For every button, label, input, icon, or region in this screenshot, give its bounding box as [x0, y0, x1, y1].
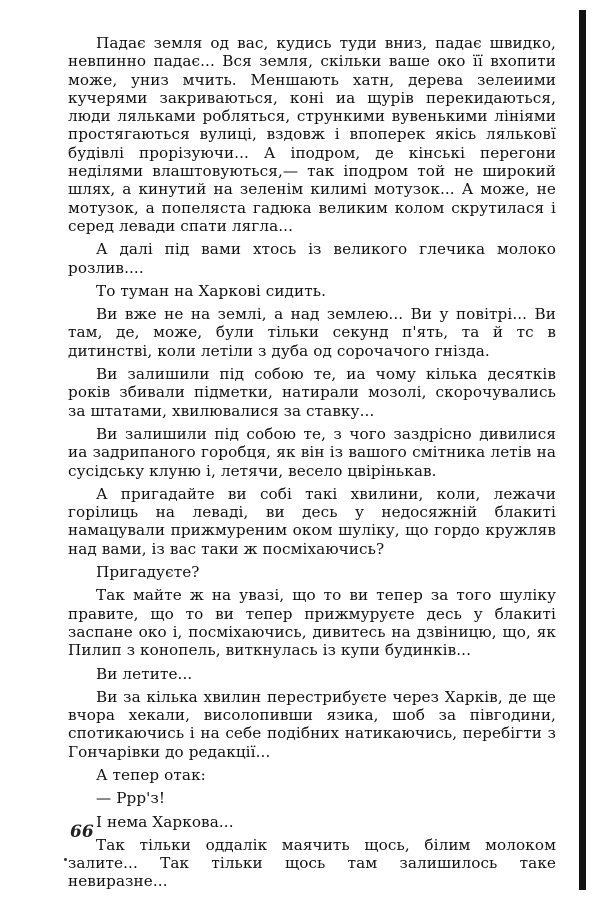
- paragraph: А пригадайте ви собі такі хвилини, коли, лежачи горілиць на леваді, ви десь у недосяжній блакиті намацували прижмуреним оком шуліку, що гордо кружляв над вами, із вас таки ж посміхаючись?: [68, 484, 556, 558]
- paragraph: І нема Харкова...: [96, 812, 234, 831]
- paragraph: Ви вже не на землі, а над землею... Ви у повітрі... Ви там, де, може, були тільки секунд п'ять, та й тс в дитинстві, коли летіли з дуба од сорочачого гнізда.: [68, 305, 556, 360]
- body-text: [68, 34, 556, 896]
- paragraph: Так майте ж на увазі, що то ви тепер за того шуліку правите, що то ви тепер прижмуруєте десь у блакиті заспане око і, посміхаючись, дивитесь на дзвіницю, що, як Пилип з конопель, виткнулась із купи будинків...: [68, 586, 556, 660]
- paragraph: Ви залишили під собою те, иа чому кілька десятків років збивали підметки, натирали мозолі, скорочувались за штатами, хвилювалися за ставку...: [68, 365, 556, 420]
- paragraph: Пригадуєте?: [96, 563, 200, 582]
- paragraph: Ви летите...: [96, 664, 193, 683]
- page-number: 66: [70, 822, 94, 842]
- paragraph: — Ррр'з!: [96, 789, 166, 808]
- paragraph: То туман на Харкові сидить.: [96, 281, 327, 300]
- print-speck: [64, 858, 67, 861]
- paragraph: А тепер отак:: [96, 765, 206, 784]
- paragraph: Ви за кілька хвилин перестрибуєте через Харків, де ще вчора хекали, висолопивши язика, шоб за півгодини, спотикаючись і на себе подібних натикаючись, перебігти з Гончарівки до редакції...: [68, 687, 556, 761]
- paragraph: Так тільки оддалік маячить щось, білим молоком залите... Так тільки щось там залишилось таке невиразне...: [68, 835, 556, 891]
- page-binding-shadow: [579, 10, 586, 890]
- paragraph: А далі під вами хтось із великого глечика молоко розлив....: [68, 240, 556, 277]
- paragraph: Ви залишили під собою те, з чого заздрісно дивилися иа задрипаного горобця, як він із вашого смітника летів на сусідську клуню і, летячи, весело цвірінькав.: [68, 424, 556, 480]
- paragraph: Падає земля од вас, кудись туди вниз, падає швидко, невпинно падає... Вся земля, скільки ваше око її вхопити може, униз мчить. Меншають хатн, дерева зелеиими кучерями закриваються, коні иа щурів перекидаються, люди ляльками робляться, стрункими вувенькими лініями простягаються вулиці, вздовж і впоперек якісь ляльковї будівлі прорізуючи... А іподром, де кінські перегони неділями влаштовуються,— так іподром той не широкий шлях, а кинутий на зеленім килимі мотузок... А може, не мотузок, а попеляста гадюка великим колом скрутилася і серед левади спати лягла...: [68, 34, 556, 235]
